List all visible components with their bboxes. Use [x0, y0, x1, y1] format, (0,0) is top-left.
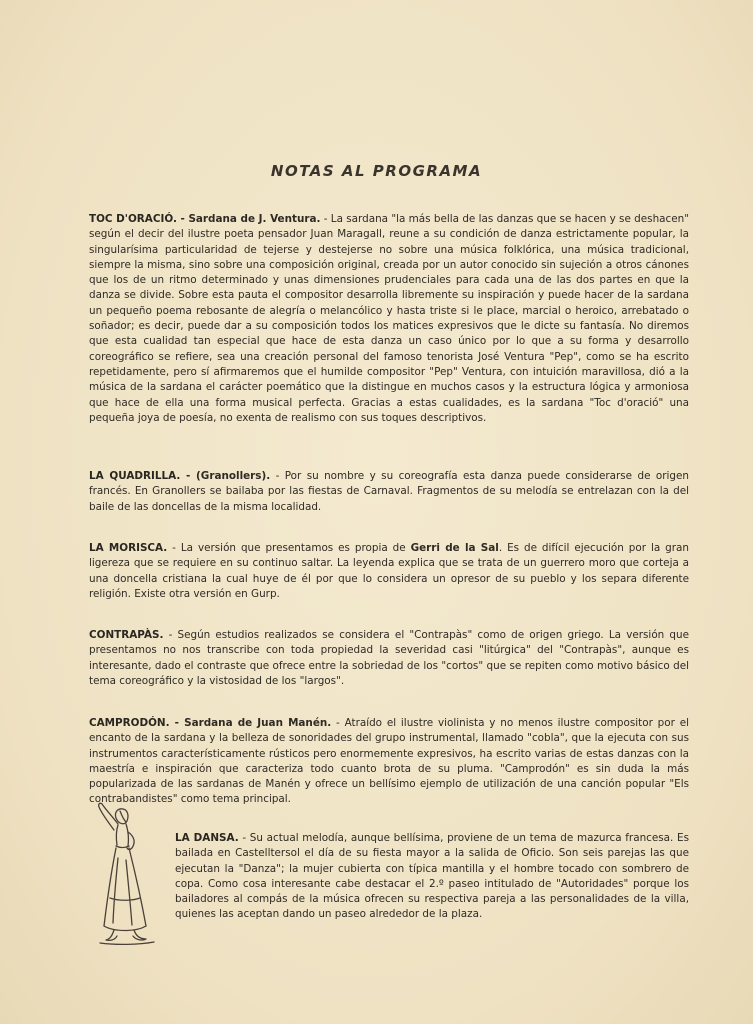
section-heading: LA QUADRILLA. — [89, 470, 181, 482]
section-heading: LA DANSA. — [175, 832, 239, 844]
section-la-morisca — [89, 541, 689, 602]
section-bold-place: Gerri de la Sal — [410, 542, 499, 554]
section-heading: TOC D'ORACIÓ. — [89, 213, 177, 225]
section-subheading: - Sardana de J. Ventura. — [176, 213, 321, 225]
dancer-woman-drawing-icon — [88, 798, 168, 948]
section-subheading: - (Granollers). — [180, 470, 271, 482]
section-la-dansa — [175, 831, 689, 923]
section-camprodon — [89, 716, 689, 808]
section-body: - Atraído el ilustre violinista y no menos ilustre compositor por el encanto de la sardana y la belleza de sonoridades del grupo instrumental, llamado "cobla", que la ejecuta con sus instrumentos característicamente rústicos pero enormemente expresivos, ha escrito varias de estas danzas con la maestría e inspiración que caracteriza todo cuanto brota de su pluma. "Camprodón" es sin duda la más popularizada de las sardanas de Manén y ofrece un bellísimo ejemplo de utilización de una canción popular "Els contrabandistes" como tema principal. — [89, 717, 689, 806]
section-body-part-b: . Es de difícil ejecución por la gran ligereza que se requiere en su continuo saltar. La leyenda explica que se trata de un guerrero moro que corteja a una doncella cristiana la cual huye de él por que lo considera un opresor de su pueblo y los separa diferente religión. Existe otra versión en Gurp. — [89, 542, 689, 600]
section-subheading: - Sardana de Juan Manén. — [169, 717, 332, 729]
section-heading: CAMPRODÓN. — [89, 717, 170, 729]
page-title: NOTAS AL PROGRAMA — [270, 162, 483, 180]
section-la-quadrilla — [89, 469, 689, 515]
section-body: - Su actual melodía, aunque bellísima, proviene de un tema de mazurca francesa. Es bailada en Castelltersol el día de su fiesta mayor a la salida de Oficio. Son seis parejas las que ejecutan la "Danza"; la mujer cubierta con típica mantilla y el hombre tocado con sombrero de copa. Como cosa interesante cabe destacar el 2.º paseo intitulado de "Autoridades" porque los bailadores al compás de la música ofrecen su respectiva pareja a las personalidades de la villa, quienes las aceptan dando un paseo alrededor de la plaza. — [175, 832, 690, 921]
section-heading: CONTRAPÀS. — [89, 629, 164, 641]
section-body: - La sardana "la más bella de las danzas que se hacen y se deshacen" según el decir del ilustre poeta pensador Juan Maragall, reune a su condición de danza estrictamente popular, la singularísima particularidad de tejerse y destejerse no sobre una música folklórica, una música tradicional, siempre la misma, sino sobre una composición original, creada por un autor conocido sin sujeción a otros cánones que los de un ritmo determinado y unas dimensiones prudenciales para cada una de las dos partes en que la danza se divide. Sobre esta pauta el compositor desarrolla libremente su inspiración y puede hacer de la sardana un pequeño poema rebosante de alegría o melancólico y hasta triste si le place, marcial o heroico, arrebatado o soñador; es decir, puede dar a su composición todos los matices expresivos que le dicte su fantasía. No diremos que esta cualidad tan especial que hace de esta danza un caso único por lo que a su forma y desarrollo coreográfico se refiere, sea una creación personal del famoso tenorista José Ventura "Pep", como se ha escrito repetidamente, pero sí afirmaremos que el humilde compositor "Pep" Ventura, con intuición maravillosa, dió a la música de la sardana el carácter poemático que la distingue en muchos casos y la estructura lógica y armoniosa que hace de ella una forma musical perfecta. Gracias a estas cualidades, es la sardana "Toc d'oració" una pequeña joya de poesía, no exenta de realismo con sus toques descriptivos. — [89, 213, 689, 424]
section-body-part-a: - La versión que presentamos es propia de — [167, 542, 411, 554]
section-heading: LA MORISCA. — [89, 542, 168, 554]
section-toc-doracio — [89, 212, 689, 426]
section-body: - Según estudios realizados se considera el "Contrapàs" como de origen griego. La versión que presentamos no nos transcribe con toda propiedad la severidad casi "litúrgica" del "Contrapàs", aunque es interesante, dado el contraste que ofrece entre la sobriedad de los "cortos" que se repiten como motivo básico del tema coreográfico y la vistosidad de los "largos". — [89, 629, 689, 687]
section-contrapas — [89, 628, 689, 689]
section-body: - Por su nombre y su coreografía esta danza puede considerarse de origen francés. En Granollers se bailaba por las fiestas de Carnaval. Fragmentos de su melodía se entrelazan con la del baile de las doncellas de la misma localidad. — [89, 470, 689, 513]
